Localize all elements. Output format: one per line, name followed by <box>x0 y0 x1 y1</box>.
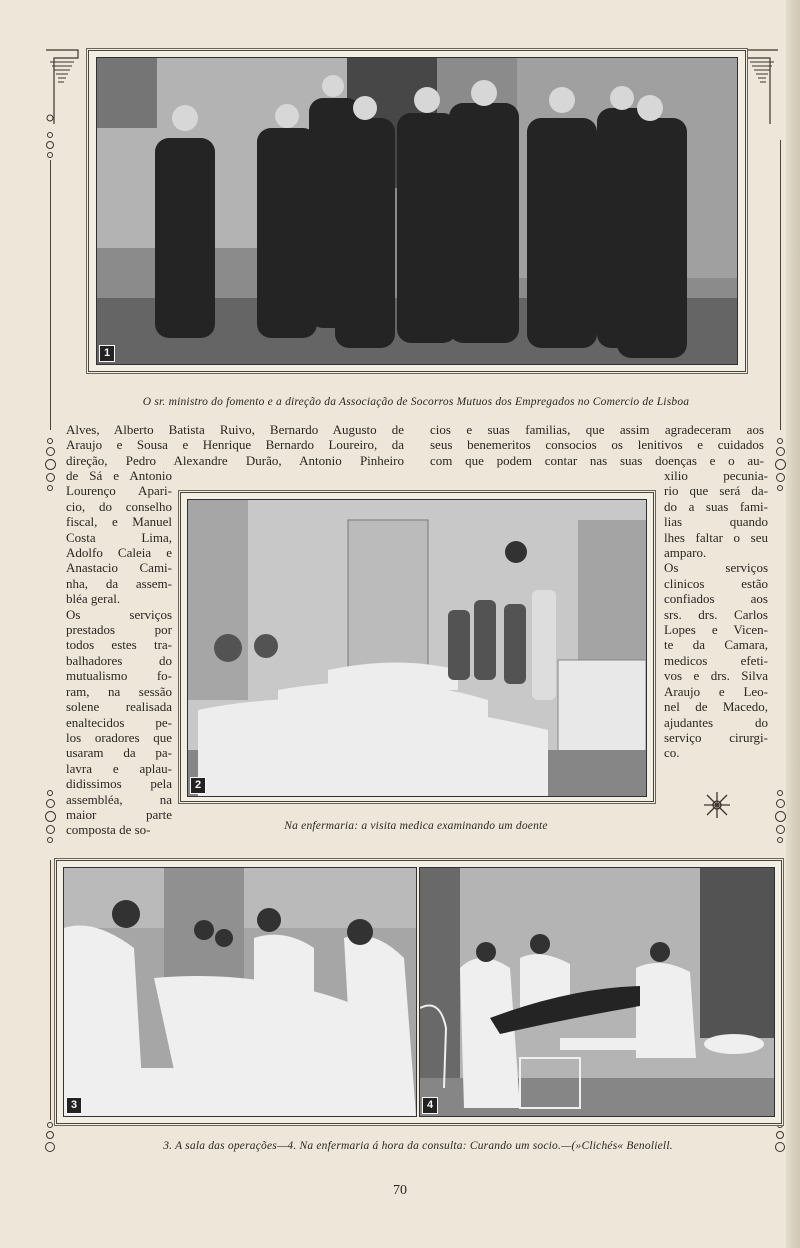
text-line: fiscal, e Manuel <box>66 514 172 530</box>
article-col2-narrow <box>664 468 768 761</box>
dot-ornament-icon <box>44 132 56 158</box>
text-line: ram, na sessão <box>66 683 172 699</box>
text-line: co. <box>664 745 680 761</box>
text-line: clinicos estão <box>664 575 768 591</box>
article-col1-narrow <box>66 468 172 838</box>
left-rule-bottom <box>50 860 51 1120</box>
text-line: nel de Macedo, <box>664 699 768 715</box>
text-line: didissimos pela <box>66 776 172 792</box>
text-line: composta de so- <box>66 822 151 838</box>
text-line: Os serviços <box>66 606 172 622</box>
text-line: nha, da assem- <box>66 575 172 591</box>
corner-ornament-icon <box>44 48 80 126</box>
star-ornament-icon <box>702 790 732 820</box>
photo-1-frame <box>88 50 746 372</box>
photo-1-group-portrait <box>96 57 738 365</box>
dot-ornament-icon <box>44 790 56 843</box>
text-line: Lopes e Vicen- <box>664 622 768 638</box>
text-line: maior parte <box>66 806 172 822</box>
text-line: Costa Lima, <box>66 529 172 545</box>
dot-ornament-icon <box>44 1122 56 1152</box>
text-line: serviço cirurgi- <box>664 729 768 745</box>
text-line: usaram da pa- <box>66 745 172 761</box>
text-line: seus benemeritos consocios os lenitivos e cuidados <box>430 437 764 453</box>
right-rule <box>780 140 781 430</box>
text-line: lavra e aplau- <box>66 760 172 776</box>
text-line: Os serviços <box>664 560 768 576</box>
photo-2-frame <box>180 492 654 802</box>
text-line: confiados aos <box>664 591 768 607</box>
photo-4-consultation-ward <box>419 867 775 1117</box>
text-line: Lourenço Apari- <box>66 483 172 499</box>
text-line: amparo. <box>664 545 707 561</box>
text-line: los oradores que <box>66 729 172 745</box>
text-line: ajudantes do <box>664 714 768 730</box>
text-line: do a suas fami- <box>664 498 768 514</box>
article-col1-top <box>66 422 404 468</box>
text-line: cios e suas familias, que assim agradeceram aos <box>430 422 764 437</box>
text-line: assembléa, na <box>66 791 172 807</box>
text-line: prestados por <box>66 622 172 638</box>
page-number: 70 <box>393 1183 407 1198</box>
article-col2-top <box>430 422 764 468</box>
text-line: com que podem contar nas suas doenças e o au- <box>430 452 764 468</box>
text-line: cio, do conselho <box>66 498 172 514</box>
text-line: todos estes tra- <box>66 637 172 653</box>
corner-ornament-icon <box>744 48 780 126</box>
dot-ornament-icon <box>774 438 786 491</box>
text-line: srs. drs. Carlos <box>664 606 768 622</box>
text-line: Anastacio Cami- <box>66 560 172 576</box>
text-line: xilio pecunia- <box>664 468 768 483</box>
text-line: enaltecidos pe- <box>66 714 172 730</box>
text-line: medicos efeti- <box>664 652 768 668</box>
page-edge <box>786 0 800 1248</box>
photos-3-4-caption: 3. A sala das operações—4. Na enfermaria á hora da consulta: Curando um socio.—(»Clichés« Benoliell. <box>163 1140 673 1152</box>
text-line: mutualismo fo- <box>66 668 172 684</box>
text-line: Adolfo Caleia e <box>66 545 172 561</box>
photo-number-badge: 3 <box>66 1097 82 1114</box>
text-line: lhes faltar o seu <box>664 529 768 545</box>
photo-2-caption: Na enfermaria: a visita medica examinando um doente <box>284 820 548 832</box>
text-line: Araujo e Sousa e Henrique Bernardo Loureiro, da <box>66 437 404 453</box>
photos-3-4-frame <box>56 860 782 1124</box>
text-line: de Sá e Antonio <box>66 468 172 483</box>
left-rule <box>50 160 51 430</box>
text-line: Alves, Alberto Batista Ruivo, Bernardo Augusto de <box>66 422 404 437</box>
text-line: vos e drs. Silva <box>664 668 768 684</box>
photo-number-badge: 2 <box>190 777 206 794</box>
photo-3-operating-room <box>63 867 417 1117</box>
photo-1-caption: O sr. ministro do fomento e a direção da Associação de Socorros Mutuos dos Empregados no Comercio de Lisboa <box>142 396 690 408</box>
photo-2-ward-visit <box>187 499 647 797</box>
dot-ornament-icon <box>44 438 56 491</box>
dot-ornament-icon <box>774 790 786 843</box>
text-line: balhadores do <box>66 652 172 668</box>
text-line: rio que será da- <box>664 483 768 499</box>
text-line: te da Camara, <box>664 637 768 653</box>
text-line: Araujo e Leo- <box>664 683 768 699</box>
photo-number-badge: 4 <box>422 1097 438 1114</box>
text-line: bléa geral. <box>66 591 121 607</box>
text-line: lias quando <box>664 514 768 530</box>
photo-number-badge: 1 <box>99 345 115 362</box>
text-line: direção, Pedro Alexandre Durão, Antonio Pinheiro <box>66 452 404 468</box>
text-line: solene realisada <box>66 699 172 715</box>
